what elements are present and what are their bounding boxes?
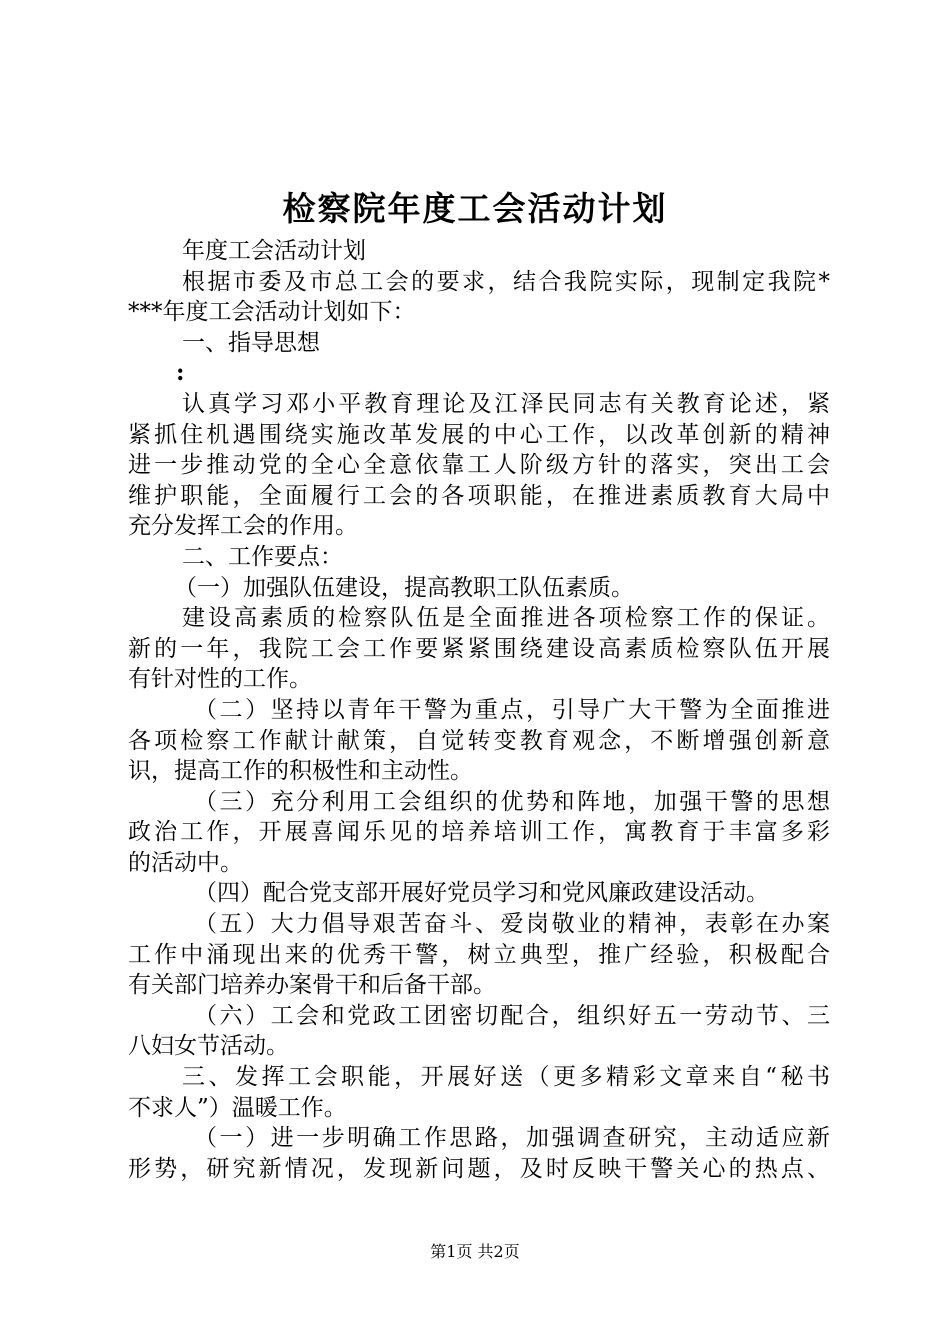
text-line: （一）进一步明确工作思路，加强调查研究，主动适应新 — [194, 1125, 830, 1152]
text-line: 认真学习邓小平教育理论及江泽民同志有关教育论述，紧 — [182, 390, 830, 417]
text-line: 有关部门培养办案骨干和后备干部。 — [128, 972, 496, 999]
text-line: 紧抓住机遇围绕实施改革发展的中心工作，以改革创新的精神 — [128, 421, 830, 448]
text-line: （三）充分利用工会组织的优势和阵地，加强干警的思想 — [194, 788, 830, 815]
text-line: 形势，研究新情况，发现新问题，及时反映干警关心的热点、 — [128, 1155, 830, 1182]
text-line: 进一步推动党的全心全意依靠工人阶级方针的落实，突出工会 — [128, 452, 830, 479]
text-line: （二）坚持以青年干警为重点，引导广大干警为全面推进 — [194, 696, 830, 723]
section-heading: 二、工作要点： — [182, 543, 343, 570]
text-line: 建设高素质的检察队伍是全面推进各项检察工作的保证。 — [182, 605, 830, 632]
document-title: 检察院年度工会活动计划 — [282, 189, 668, 228]
text-line: 新的一年，我院工会工作要紧紧围绕建设高素质检察队伍开展 — [128, 635, 830, 662]
text-line: 识，提高工作的积极性和主动性。 — [128, 758, 473, 785]
section-heading: 三、发挥工会职能，开展好送（更多精彩文章来自“秘书 — [182, 1064, 830, 1091]
page-footer: 第1页 共2页 — [430, 1242, 520, 1261]
text-line: 工作中涌现出来的优秀干警，树立典型，推广经验，积极配合 — [128, 941, 830, 968]
text-line: 根据市委及市总工会的要求，结合我院实际，现制定我院* — [182, 268, 830, 295]
text-line: 的活动中。 — [128, 849, 243, 876]
text-line: （一）加强队伍建设，提高教职工队伍素质。 — [174, 574, 634, 601]
text-line: ***年度工会活动计划如下： — [128, 299, 416, 326]
text-line: 各项检察工作献计献策，自觉转变教育观念，不断增强创新意 — [128, 727, 830, 754]
text-line: （五）大力倡导艰苦奋斗、爱岗敬业的精神，表彰在办案 — [194, 911, 830, 938]
text-line: 八妇女节活动。 — [128, 1033, 289, 1060]
text-line: （四）配合党支部开展好党员学习和党风廉政建设活动。 — [194, 880, 769, 907]
document-body — [128, 236, 830, 1184]
text-line: 有针对性的工作。 — [128, 666, 312, 693]
text-line: 政治工作，开展喜闻乐见的培养培训工作，寓教育于丰富多彩 — [128, 819, 830, 846]
text-line: 维护职能，全面履行工会的各项职能，在推进素质教育大局中 — [128, 482, 830, 509]
text-line: 不求人”）温暖工作。 — [128, 1094, 347, 1121]
section-heading: 一、指导思想 — [182, 329, 320, 356]
text-line: : — [176, 359, 185, 387]
text-line: 充分发挥工会的作用。 — [128, 513, 358, 540]
text-line: 年度工会活动计划 — [182, 238, 366, 264]
text-line: （六）工会和党政工团密切配合，组织好五一劳动节、三 — [194, 1002, 830, 1029]
